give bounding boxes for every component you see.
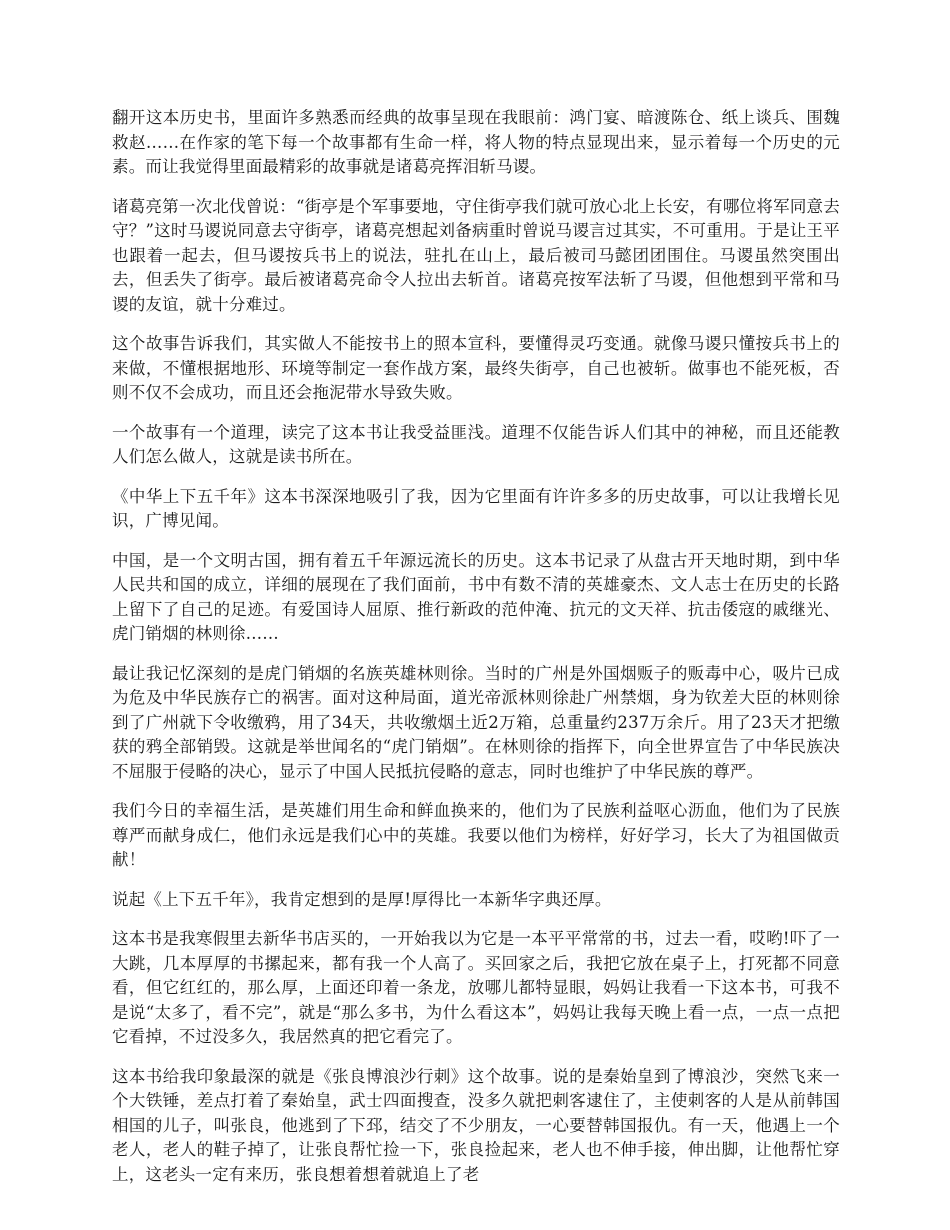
paragraph-7: 最让我记忆深刻的是虎门销烟的名族英雄林则徐。当时的广州是外国烟贩子的贩毒中心，吸片已成为危及中华民族存亡的祸害。面对这种局面，道光帝派林则徐赴广州禁烟，身为钦差大臣的林则徐到了广州就下令收缴鸦，用了34天，共收缴烟土近2万箱，总重量约237万余斤。用了23天才把缴获的鸦全部销毁。这就是举世闻名的“虎门销烟”。在林则徐的指挥下，向全世界宣告了中华民族决不屈服于侵略的决心，显示了中国人民抵抗侵略的意志，同时也维护了中华民族的尊严。 bbox=[112, 663, 840, 781]
paragraph-3: 这个故事告诉我们，其实做人不能按书上的照本宣科，要懂得灵巧变通。就像马谡只懂按兵书上的来做，不懂根据地形、环境等制定一套作战方案，最终失街亭，自己也被斩。做事也不能死板，否则不仅不会成功，而且还会拖泥带水导致失败。 bbox=[112, 334, 840, 402]
paragraph-2: 诸葛亮第一次北伐曾说：“街亭是个军事要地，守住街亭我们就可放心北上长安，有哪位将军同意去守？”这时马谡说同意去守街亭，诸葛亮想起刘备病重时曾说马谡言过其实，不可重用。于是让王平也跟着一起去，但马谡按兵书上的说法，驻扎在山上，最后被司马懿团团围住。马谡虽然突围出去，但丢失了街亭。最后被诸葛亮命令人拉出去斩首。诸葛亮按军法斩了马谡，但他想到平常和马谡的友谊，就十分难过。 bbox=[112, 196, 840, 314]
paragraph-10: 这本书是我寒假里去新华书店买的，一开始我以为它是一本平平常常的书，过去一看，哎哟!吓了一大跳，几本厚厚的书摞起来，都有我一个人高了。买回家之后，我把它放在桌子上，打死都不同意看，但它红红的，那么厚，上面还印着一条龙，放哪儿都特显眼，妈妈让我看一下这本书，可我不是说“太多了，看不完”，就是“那么多书，为什么看这本”，妈妈让我每天晚上看一点，一点一点把它看掉，不过没多久，我居然真的把它看完了。 bbox=[112, 929, 840, 1046]
paragraph-1: 翻开这本历史书，里面许多熟悉而经典的故事呈现在我眼前：鸿门宴、暗渡陈仓、纸上谈兵、围魏救赵……在作家的笔下每一个故事都有生命一样，将人物的特点显现出来，显示着每一个历史的元素。而让我觉得里面最精彩的故事就是诸葛亮挥泪斩马谡。 bbox=[112, 108, 840, 176]
paragraph-8: 我们今日的幸福生活，是英雄们用生命和鲜血换来的，他们为了民族利益呕心沥血，他们为了民族尊严而献身成仁，他们永远是我们心中的英雄。我要以他们为榜样，好好学习，长大了为祖国做贡献！ bbox=[112, 801, 840, 869]
paragraph-6: 中国，是一个文明古国，拥有着五千年源远流长的历史。这本书记录了从盘古开天地时期，到中华人民共和国的成立，详细的展现在了我们面前，书中有数不清的英雄豪杰、文人志士在历史的长路上留下了自己的足迹。有爱国诗人屈原、推行新政的范仲淹、抗元的文天祥、抗击倭寇的戚继光、虎门销烟的林则徐…… bbox=[112, 550, 840, 643]
paragraph-11: 这本书给我印象最深的就是《张良博浪沙行刺》这个故事。说的是秦始皇到了博浪沙，突然飞来一个大铁锤，差点打着了秦始皇，武士四面搜查，没多久就把刺客逮住了，主使刺客的人是从前韩国相国的儿子，叫张良，他逃到了下邳，结交了不少朋友，一心要替韩国报仇。有一天，他遇上一个老人，老人的鞋子掉了，让张良帮忙捡一下，张良捡起来，老人也不伸手接，伸出脚，让他帮忙穿上，这老头一定有来历，张良想着想着就追上了老 bbox=[112, 1066, 840, 1184]
paragraph-5: 《中华上下五千年》这本书深深地吸引了我，因为它里面有许许多多的历史故事，可以让我增长见识，广博见闻。 bbox=[112, 486, 840, 530]
paragraph-9: 说起《上下五千年》，我肯定想到的是厚!厚得比一本新华字典还厚。 bbox=[112, 889, 612, 909]
paragraph-4: 一个故事有一个道理，读完了这本书让我受益匪浅。道理不仅能告诉人们其中的神秘，而且还能教人们怎么做人，这就是读书所在。 bbox=[112, 422, 840, 466]
